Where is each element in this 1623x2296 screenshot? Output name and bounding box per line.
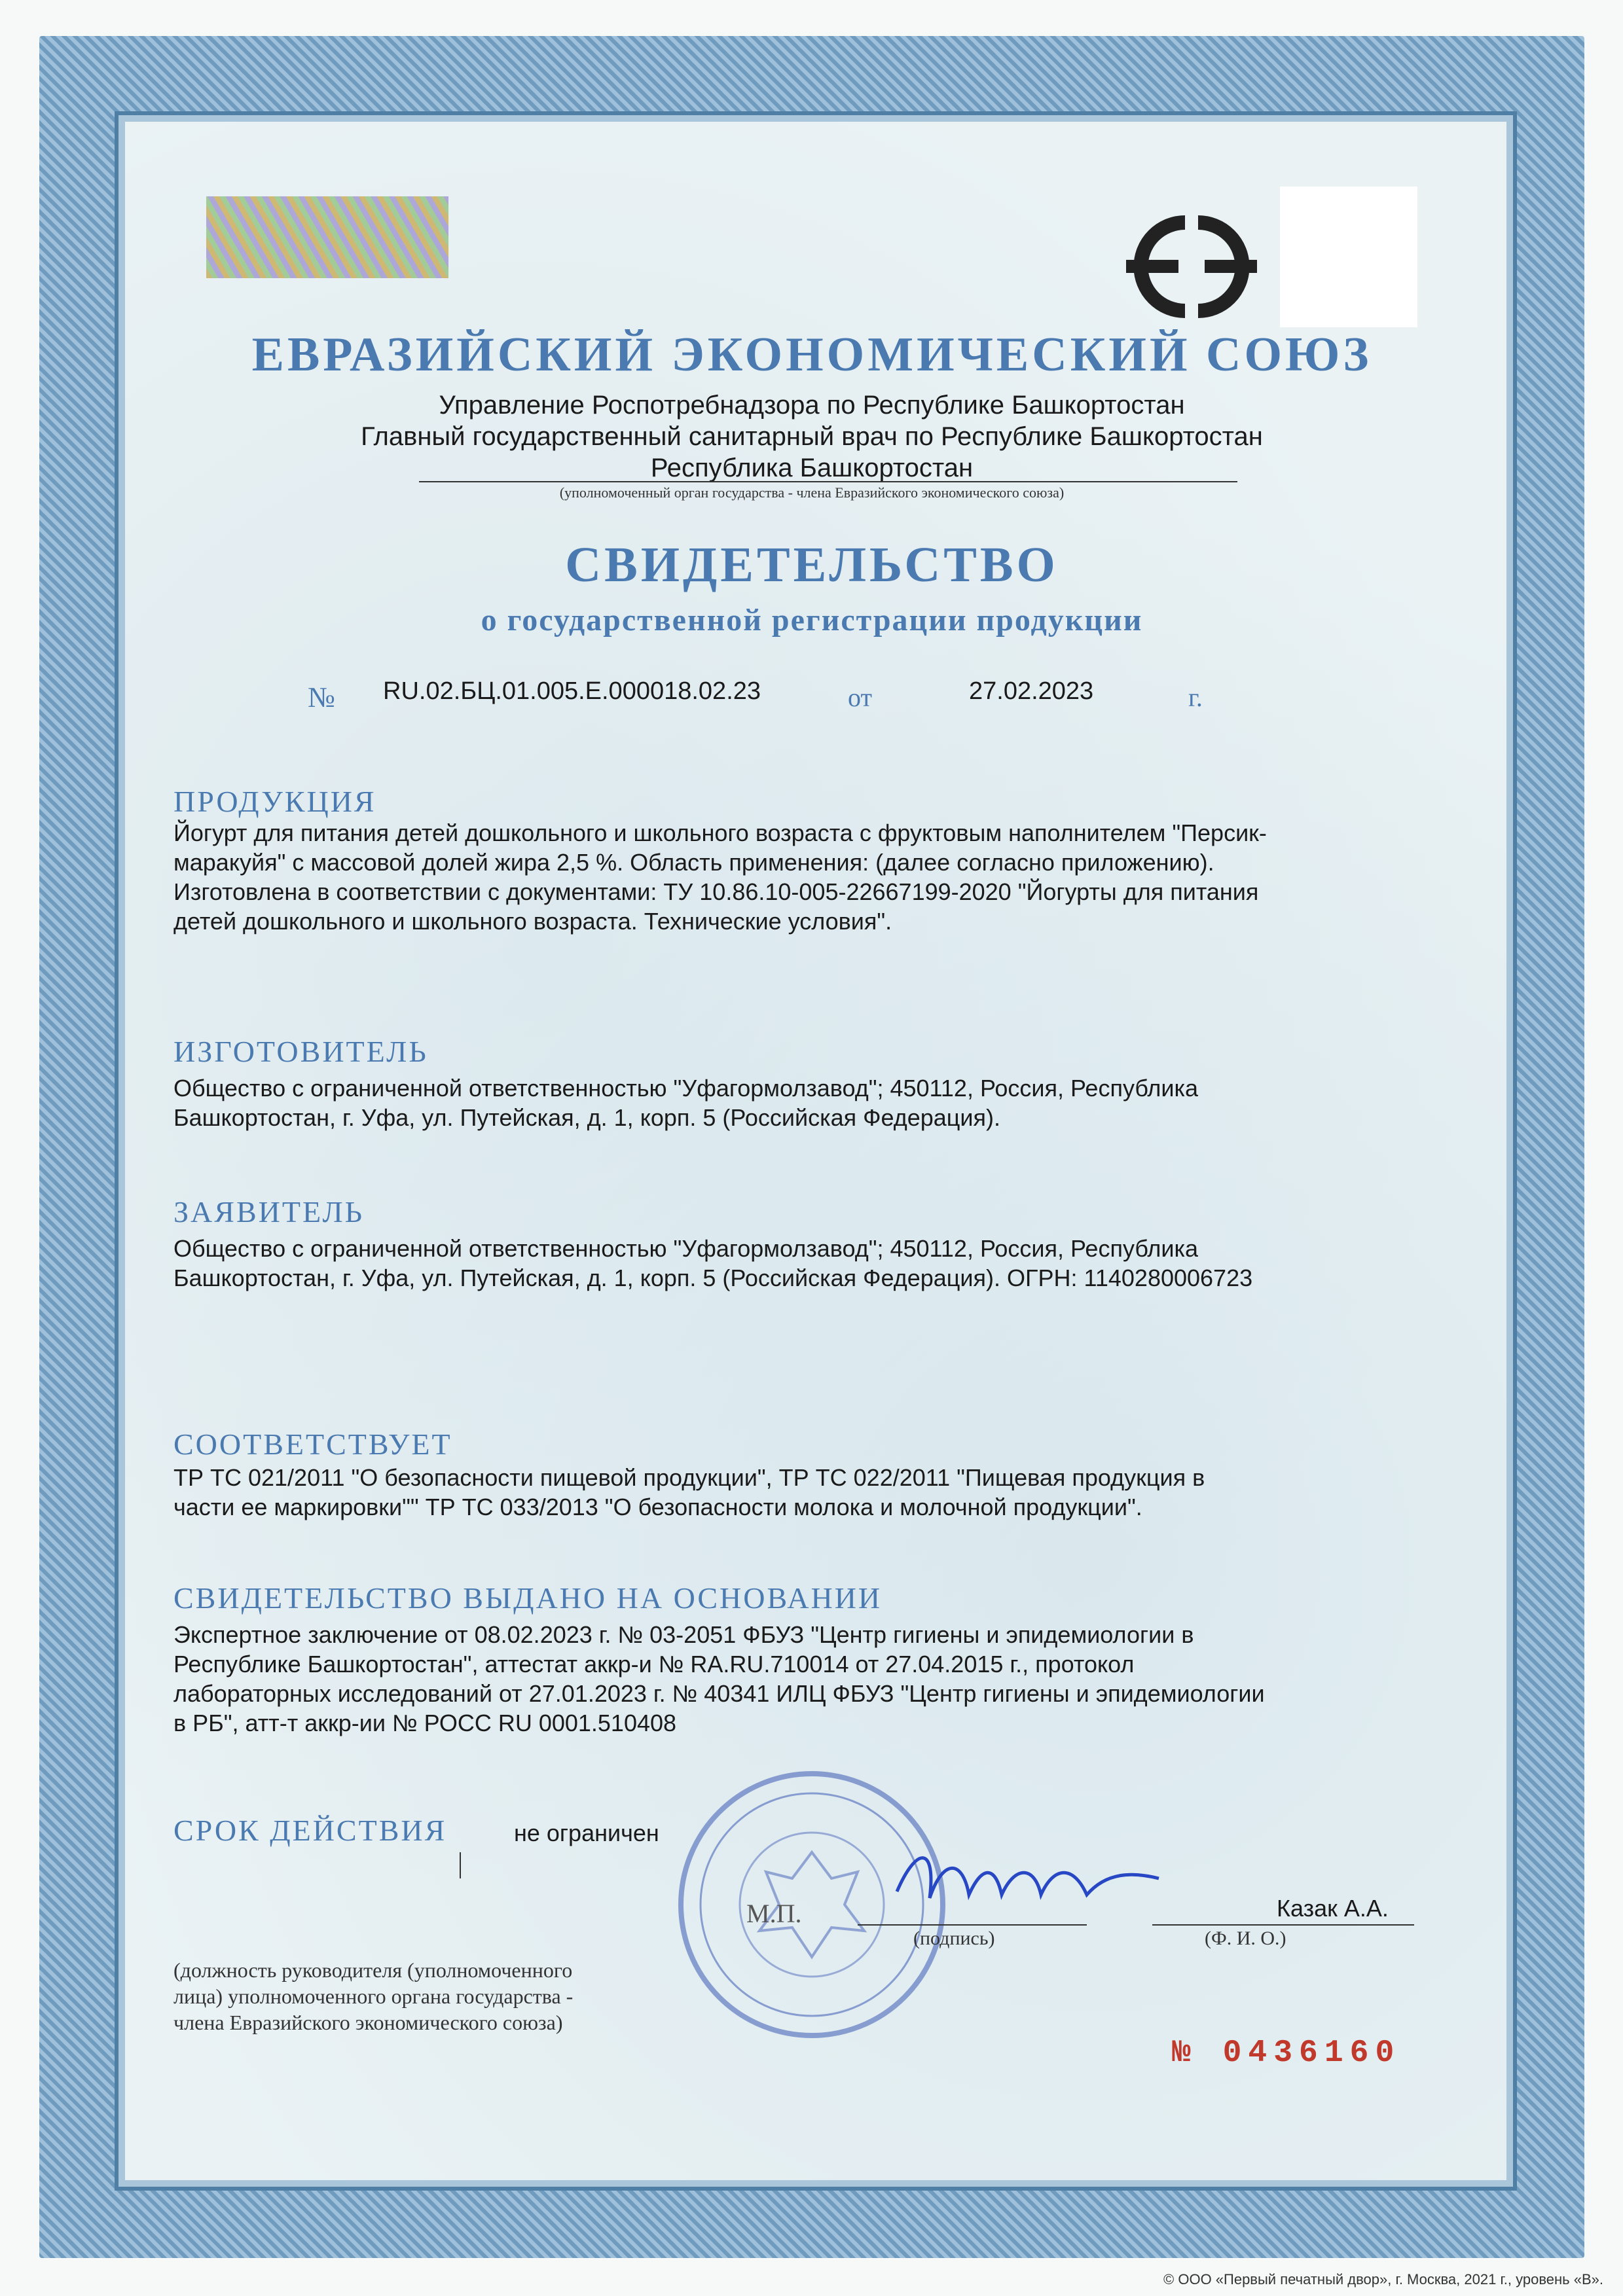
position-caption-line: лица) уполномоченного органа государства - xyxy=(173,1984,574,2008)
manufacturer-heading: ИЗГОТОВИТЕЛЬ xyxy=(173,1035,428,1068)
authority-line-3: Республика Башкортостан xyxy=(650,454,974,482)
product-line: Изготовлена в соответствии с документами: ТУ 10.86.10-005-22667199-2020 "Йогурты для питания xyxy=(173,878,1259,905)
validity-value: не ограничен xyxy=(514,1820,659,1846)
certificate-subtitle: о государственной регистрации продукции xyxy=(481,603,1143,637)
blank-patch xyxy=(1280,187,1417,327)
validity-heading: СРОК ДЕЙСТВИЯ xyxy=(173,1814,447,1847)
certificate-date: 27.02.2023 xyxy=(969,677,1094,705)
serial-number: № 0436160 xyxy=(1172,2036,1401,2071)
authority-caption: (уполномоченный орган государства - члена Евразийского экономического союза) xyxy=(559,484,1065,501)
product-line: Йогурт для питания детей дошкольного и школьного возраста с фруктовым наполнителем "Персик- xyxy=(173,819,1267,846)
certificate-number: RU.02.БЦ.01.005.Е.000018.02.23 xyxy=(383,677,761,705)
number-label: № xyxy=(308,681,335,713)
union-title: ЕВРАЗИЙСКИЙ ЭКОНОМИЧЕСКИЙ СОЮЗ xyxy=(251,328,1372,382)
applicant-text xyxy=(173,1234,1450,1293)
stamp-place-label: М.П. xyxy=(746,1899,802,1928)
applicant-line: Общество с ограниченной ответственностью "Уфагормолзавод"; 450112, Россия, Республика xyxy=(173,1235,1199,1262)
signature-line xyxy=(858,1924,1087,1926)
printer-copyright: © ООО «Первый печатный двор», г. Москва, 2021 г., уровень «В». xyxy=(1163,2271,1603,2287)
signature-caption: (подпись) xyxy=(913,1928,995,1949)
signature-icon xyxy=(890,1833,1165,1918)
manufacturer-line: Общество с ограниченной ответственностью "Уфагормолзавод"; 450112, Россия, Республика xyxy=(173,1075,1199,1102)
basis-line: в РБ", атт-т аккр-ии № РОСС RU 0001.510408 xyxy=(173,1710,677,1736)
position-caption-line: (должность руководителя (уполномоченного xyxy=(173,1958,573,1982)
authority-line-2: Главный государственный санитарный врач по Республике Башкортостан xyxy=(361,422,1263,451)
basis-heading: СВИДЕТЕЛЬСТВО ВЫДАНО НА ОСНОВАНИИ xyxy=(173,1581,883,1615)
certificate-title: СВИДЕТЕЛЬСТВО xyxy=(565,537,1059,592)
conforms-heading: СООТВЕТСТВУЕТ xyxy=(173,1427,452,1461)
basis-line: Республике Башкортостан", аттестат аккр-и № RA.RU.710014 от 27.04.2015 г., протокол xyxy=(173,1651,1135,1677)
conforms-text xyxy=(173,1463,1450,1522)
basis-line: лабораторных исследований от 27.01.2023 г. № 40341 ИЛЦ ФБУЗ "Центр гигиены и эпидемиологии xyxy=(173,1680,1265,1707)
eac-logo-icon xyxy=(1106,206,1277,327)
product-line: маракуйя" с массовой долей жира 2,5 %. Область применения: (далее согласно приложению). xyxy=(173,849,1214,876)
applicant-heading: ЗАЯВИТЕЛЬ xyxy=(173,1195,365,1229)
applicant-line: Башкортостан, г. Уфа, ул. Путейская, д. 1, корп. 5 (Российская Федерация). ОГРН: 1140280006723 xyxy=(173,1265,1253,1291)
basis-line: Экспертное заключение от 08.02.2023 г. № 03-2051 ФБУЗ "Центр гигиены и эпидемиологии в xyxy=(173,1621,1194,1648)
conforms-line: ТР ТС 021/2011 "О безопасности пищевой продукции", ТР ТС 022/2011 "Пищевая продукция в xyxy=(173,1464,1205,1491)
hologram-sticker xyxy=(206,196,448,278)
conforms-line: части ее маркировки"" ТР ТС 033/2013 "О безопасности молока и молочной продукции". xyxy=(173,1494,1142,1520)
manufacturer-text xyxy=(173,1073,1450,1132)
basis-text xyxy=(173,1620,1450,1738)
product-text xyxy=(173,818,1450,936)
authority-line-1: Управление Роспотребнадзора по Республике Башкортостан xyxy=(439,391,1185,420)
manufacturer-line: Башкортостан, г. Уфа, ул. Путейская, д. 1, корп. 5 (Российская Федерация). xyxy=(173,1104,1001,1131)
product-line: детей дошкольного и школьного возраста. Технические условия". xyxy=(173,908,892,935)
validity-separator xyxy=(460,1852,464,1878)
name-caption: (Ф. И. О.) xyxy=(1205,1928,1286,1949)
product-heading: ПРОДУКЦИЯ xyxy=(173,785,376,818)
year-suffix: г. xyxy=(1188,683,1203,712)
position-caption xyxy=(173,1957,573,2036)
name-line xyxy=(1152,1924,1414,1926)
issuing-authority xyxy=(157,389,1467,484)
signatory-name: Казак А.А. xyxy=(1277,1895,1389,1922)
position-caption-line: члена Евразийского экономического союза) xyxy=(173,2011,563,2034)
from-label: от xyxy=(848,683,872,712)
authority-underline xyxy=(419,481,1237,482)
